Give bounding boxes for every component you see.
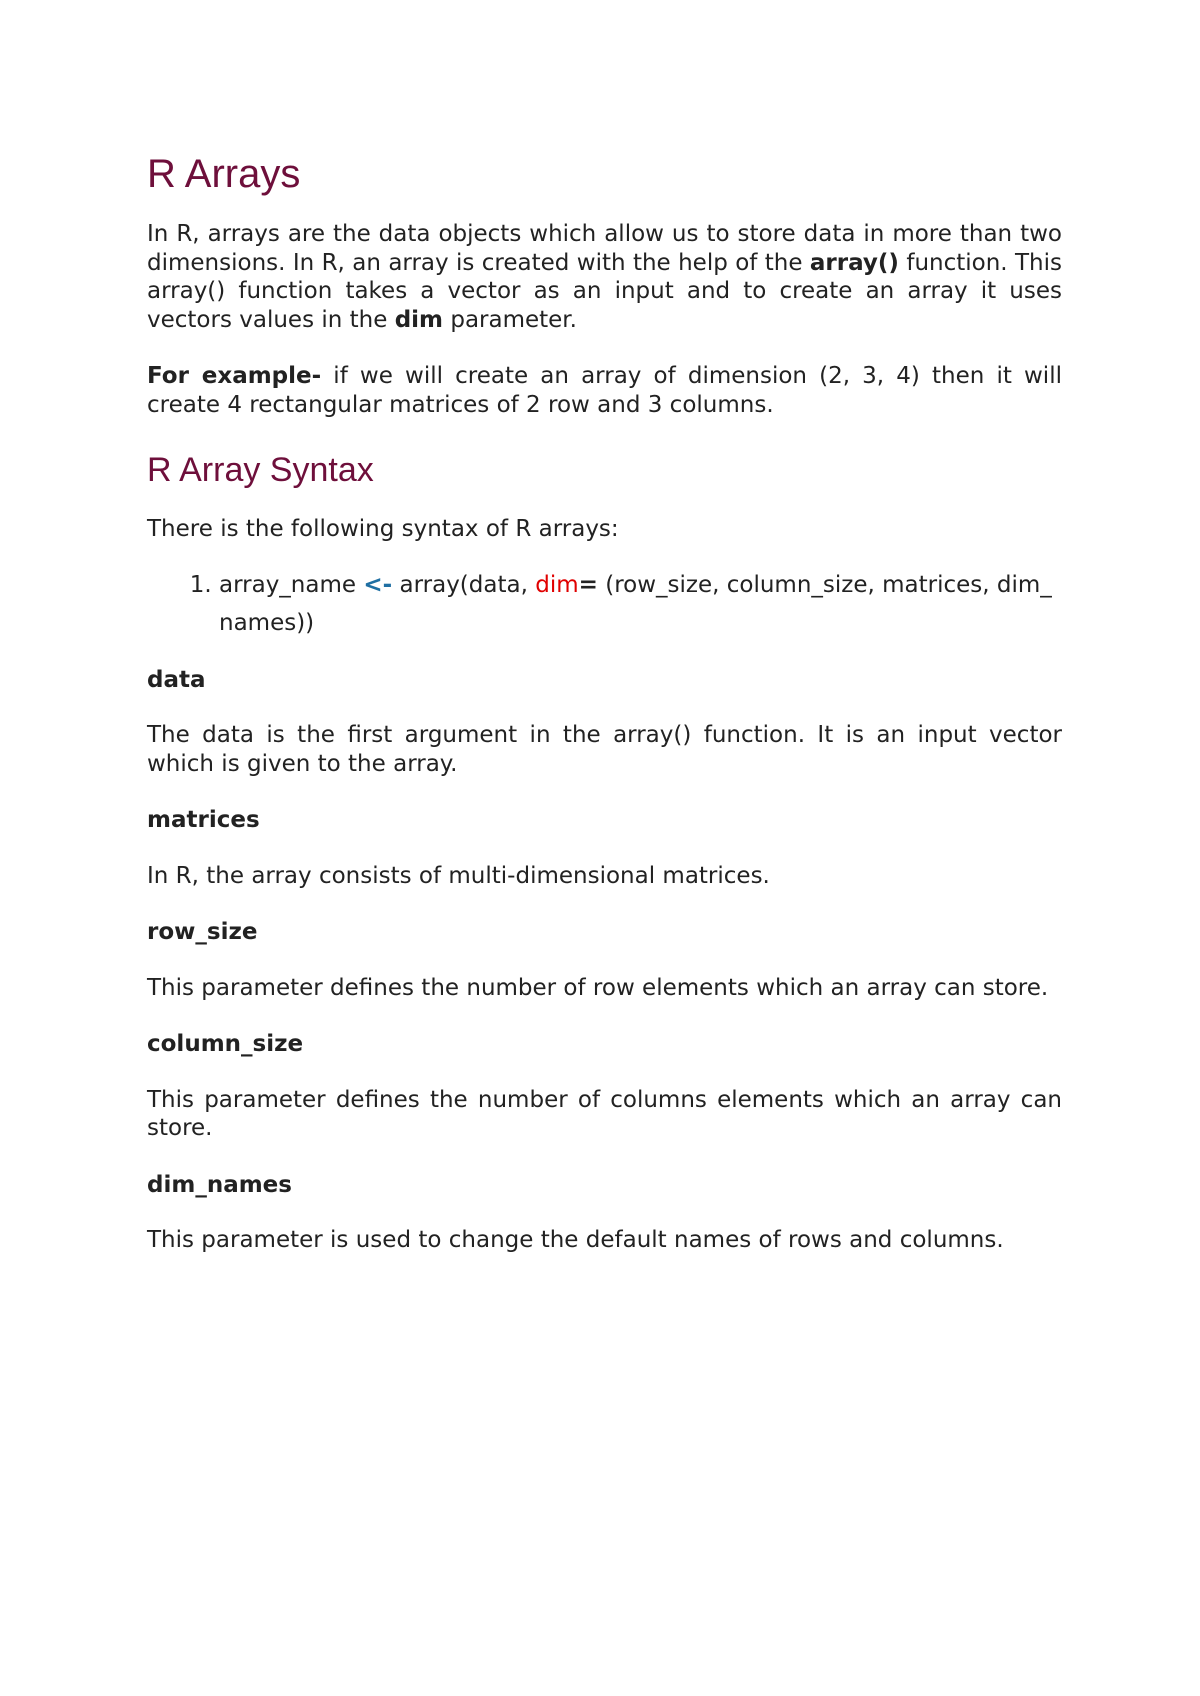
param-desc-dim-names: This parameter is used to change the default names of rows and columns.: [147, 1227, 1004, 1253]
page-title: R Arrays: [147, 152, 301, 196]
param-name-row-size: row_size: [147, 919, 258, 945]
code-part-3: (row_size, column_size, matrices, dim_names)): [219, 571, 1052, 636]
syntax-intro: There is the following syntax of R arrays:: [147, 516, 619, 542]
param-desc-matrices: In R, the array consists of multi-dimensional matrices.: [147, 862, 770, 889]
intro-text-1: In R, arrays are the data objects which allow us to store data in more than two dimensions. In R, an array is created with the help of the: [147, 221, 1062, 276]
param-desc-row-size: This parameter defines the number of row elements which an array can store.: [147, 974, 1049, 1001]
param-name-column-size: column_size: [147, 1031, 304, 1057]
code-part-1: array_name: [219, 571, 364, 598]
intro-bold-dim: dim: [394, 306, 444, 333]
intro-text-2: function. This array() function takes a vector as an input and to create an array it uses vectors values in the: [147, 249, 1062, 333]
intro-text-3: parameter.: [443, 306, 577, 333]
param-name-matrices: matrices: [147, 807, 260, 833]
param-name-data: data: [147, 666, 206, 693]
intro-paragraph: [147, 220, 1062, 334]
example-label: For example-: [147, 363, 322, 389]
code-equals: =: [578, 571, 598, 598]
syntax-code-line: [219, 566, 1062, 642]
syntax-heading: R Array Syntax: [147, 451, 374, 489]
param-desc-column-size: This parameter defines the number of columns elements which an array can store.: [147, 1086, 1062, 1141]
intro-bold-array: array(): [809, 249, 899, 276]
param-name-dim-names: dim_names: [147, 1171, 292, 1198]
syntax-code-list: [147, 566, 1062, 642]
param-desc-data: The data is the first argument in the array() function. It is an input vector which is given to the array.: [147, 722, 1062, 777]
code-keyword: dim: [535, 571, 579, 598]
document-page: [147, 150, 1062, 1283]
code-operator: <-: [363, 571, 393, 598]
code-part-2: array(data,: [392, 571, 536, 598]
example-text: if we will create an array of dimension (2, 3, 4) then it will create 4 rectangular matrices of 2 row and 3 columns.: [147, 363, 1062, 418]
example-paragraph: [147, 362, 1062, 419]
